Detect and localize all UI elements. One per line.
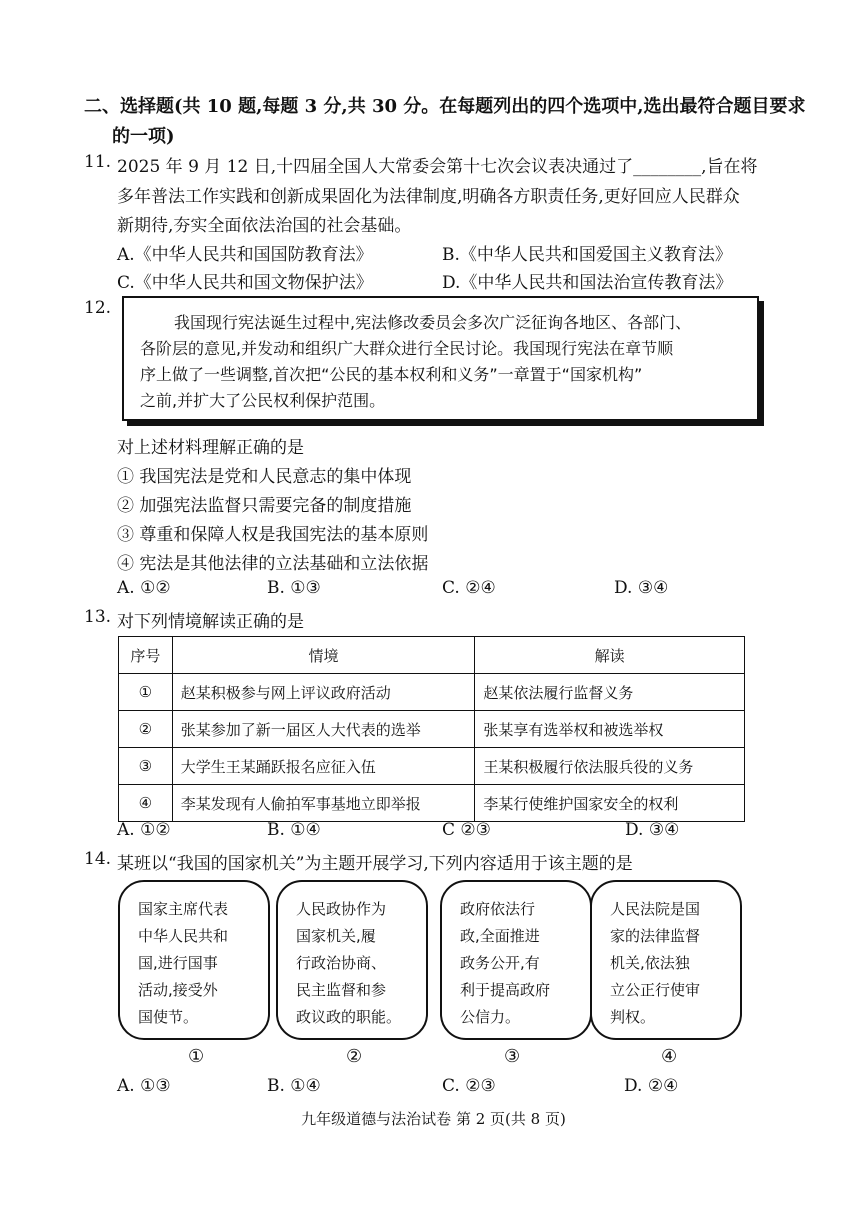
q12-material-line: 各阶层的意见,并发动和组织广大群众进行全民讨论。我国现行宪法在章节顺 [140,339,674,358]
q13-option-d: D. ③④ [625,820,680,840]
card-line: 行政治协商、 [296,954,387,972]
card-line: 政务公开,有 [460,954,540,972]
q12-option-a: A. ①② [117,578,171,598]
card-line: 国家机关,履 [296,927,376,945]
q14-card-2 [276,880,428,1040]
q12-statement-2: ② 加强宪法监督只需要完备的制度措施 [117,496,412,516]
q14-card-4 [590,880,742,1040]
row-interpretation: 赵某依法履行监督义务 [475,674,745,711]
card-line: 家的法律监督 [610,927,701,945]
q14-card-2-label: ② [346,1046,363,1067]
card-line: 利于提高政府 [460,981,551,999]
q13-number: 13. [84,607,112,627]
q12-statement-3: ③ 尊重和保障人权是我国宪法的基本原则 [117,525,429,545]
q13-option-a: A. ①② [117,820,171,840]
row-situation: 李某发现有人偷拍军事基地立即举报 [172,785,475,822]
q13-table [118,636,745,822]
row-interpretation: 李某行使维护国家安全的权利 [475,785,745,822]
card-line: 判权。 [610,1008,656,1026]
q14-card-3-label: ③ [504,1046,521,1067]
q14-card-3 [440,880,592,1040]
q14-option-a: A. ①③ [117,1076,171,1096]
q14-option-d: D. ②④ [624,1076,679,1096]
card-line: 立公正行使审 [610,981,701,999]
q12-material-line: 序上做了一些调整,首次把“公民的基本权利和义务”一章置于“国家机构” [140,365,643,384]
table-header-row [119,637,745,674]
row-index: ① [119,674,173,711]
row-interpretation: 王某积极履行依法服兵役的义务 [475,748,745,785]
card-line: 机关,依法独 [610,954,690,972]
q14-option-b: B. ①④ [267,1076,321,1096]
q11-option-d: D.《中华人民共和国法治宣传教育法》 [442,273,733,293]
card-line: 人民政协作为 [296,900,387,918]
table-row [119,674,745,711]
card-line: 中华人民共和 [138,927,229,945]
column-header: 情境 [172,637,475,674]
q12-material-box [122,296,759,421]
q11-stem-line3: 新期待,夯实全面依法治国的社会基础。 [117,216,412,236]
column-header: 解读 [475,637,745,674]
row-index: ④ [119,785,173,822]
q11-option-c: C.《中华人民共和国文物保护法》 [117,273,373,293]
q11-option-b: B.《中华人民共和国爱国主义教育法》 [442,245,732,265]
card-line: 政府依法行 [460,900,536,918]
q14-option-c: C. ②③ [442,1076,496,1096]
row-interpretation: 张某享有选举权和被选举权 [475,711,745,748]
q12-statement-1: ① 我国宪法是党和人民意志的集中体现 [117,467,412,487]
q12-statement-4: ④ 宪法是其他法律的立法基础和立法依据 [117,554,429,574]
q13-prompt: 对下列情境解读正确的是 [117,612,304,632]
card-line: 政,全面推进 [460,927,540,945]
q13-option-c: C ②③ [442,820,491,840]
row-index: ② [119,711,173,748]
q14-number: 14. [84,849,112,869]
row-situation: 张某参加了新一届区人大代表的选举 [172,711,475,748]
table-row [119,748,745,785]
q11-number: 11. [84,152,112,172]
page-footer: 九年级道德与法治试卷 第 2 页(共 8 页) [301,1110,566,1128]
card-line: 公信力。 [460,1008,521,1026]
q12-option-c: C. ②④ [442,578,496,598]
q12-option-d: D. ③④ [614,578,669,598]
row-index: ③ [119,748,173,785]
q14-prompt: 某班以“我国的国家机关”为主题开展学习,下列内容适用于该主题的是 [117,854,633,874]
q12-material-line: 我国现行宪法诞生过程中,宪法修改委员会多次广泛征询各地区、各部门、 [174,313,692,332]
card-line: 政议政的职能。 [296,1008,402,1026]
q11-stem-line2: 多年普法工作实践和创新成果固化为法律制度,明确各方职责任务,更好回应人民群众 [117,187,740,207]
q14-card-1 [118,880,270,1040]
column-header: 序号 [119,637,173,674]
card-line: 人民法院是国 [610,900,701,918]
q11-option-a: A.《中华人民共和国国防教育法》 [117,245,373,265]
q14-card-1-label: ① [188,1046,205,1067]
table-row [119,785,745,822]
q12-prompt: 对上述材料理解正确的是 [117,438,304,458]
card-line: 国使节。 [138,1008,199,1026]
row-situation: 赵某积极参与网上评议政府活动 [172,674,475,711]
card-line: 国家主席代表 [138,900,229,918]
section-title: 二、选择题(共 10 题,每题 3 分,共 30 分。在每题列出的四个选项中,选出最符合题目要求 [84,96,806,117]
table-row [119,711,745,748]
row-situation: 大学生王某踊跃报名应征入伍 [172,748,475,785]
q14-card-4-label: ④ [661,1046,678,1067]
q12-number: 12. [84,298,112,318]
card-line: 民主监督和参 [296,981,387,999]
card-line: 活动,接受外 [138,981,218,999]
q12-option-b: B. ①③ [267,578,321,598]
q11-stem-line1: 2025 年 9 月 12 日,十四届全国人大常委会第十七次会议表决通过了________,旨在将 [117,157,758,177]
card-line: 国,进行国事 [138,954,218,972]
section-title-cont: 的一项) [112,126,175,147]
q12-material-line: 之前,并扩大了公民权利保护范围。 [140,391,386,410]
q13-option-b: B. ①④ [267,820,321,840]
